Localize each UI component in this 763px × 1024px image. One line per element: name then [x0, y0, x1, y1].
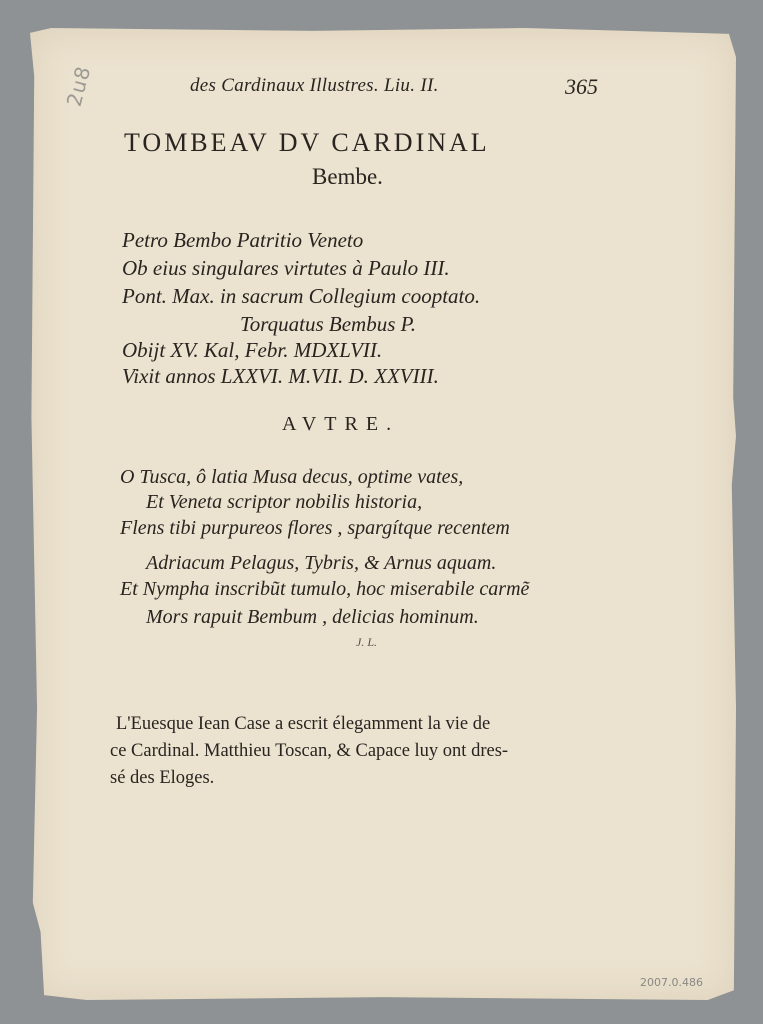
poem-line: O Tusca, ô latia Musa decus, optime vates, — [120, 466, 464, 488]
page-number: 365 — [565, 74, 598, 99]
poem-line: Adriacum Pelagus, Tybris, & Arnus aquam. — [146, 552, 497, 574]
page-subtitle: Bembe. — [312, 164, 383, 189]
epitaph-line: Pont. Max. in sacrum Collegium cooptato. — [122, 284, 481, 308]
section-heading: AVTRE. — [282, 413, 400, 435]
poem-line: Et Nympha inscribũt tumulo, hoc miserabile carmẽ — [120, 578, 530, 600]
epitaph-line: Ob eius singulares virtutes à Paulo III. — [122, 256, 450, 280]
note-line: ce Cardinal. Matthieu Toscan, & Capace luy ont dres- — [110, 741, 509, 761]
catalog-number: 2007.0.486 — [640, 976, 703, 989]
poem-line: Flens tibi purpureos flores , spargítque recentem — [120, 517, 510, 539]
signature-initials: J. L. — [356, 635, 377, 649]
epitaph-line: Petro Bembo Patritio Veneto — [122, 228, 364, 252]
running-header: des Cardinaux Illustres. Liu. II. — [190, 75, 439, 96]
epitaph-line: Vixit annos LXXVI. M.VII. D. XXVIII. — [122, 364, 439, 388]
paper-page — [30, 28, 736, 1000]
note-line: sé des Eloges. — [110, 768, 215, 788]
poem-line: Mors rapuit Bembum , delicias hominum. — [146, 606, 479, 628]
page-title: TOMBEAV DV CARDINAL — [124, 128, 490, 157]
note-line: L'Euesque Iean Case a escrit élegamment la vie de — [116, 714, 491, 734]
epitaph-line: Obijt XV. Kal, Febr. MDXLVII. — [122, 338, 383, 362]
pencil-annotation: 2u8 — [61, 63, 96, 109]
poem-line: Et Veneta scriptor nobilis historia, — [146, 491, 423, 513]
epitaph-line: Torquatus Bembus P. — [240, 312, 417, 336]
